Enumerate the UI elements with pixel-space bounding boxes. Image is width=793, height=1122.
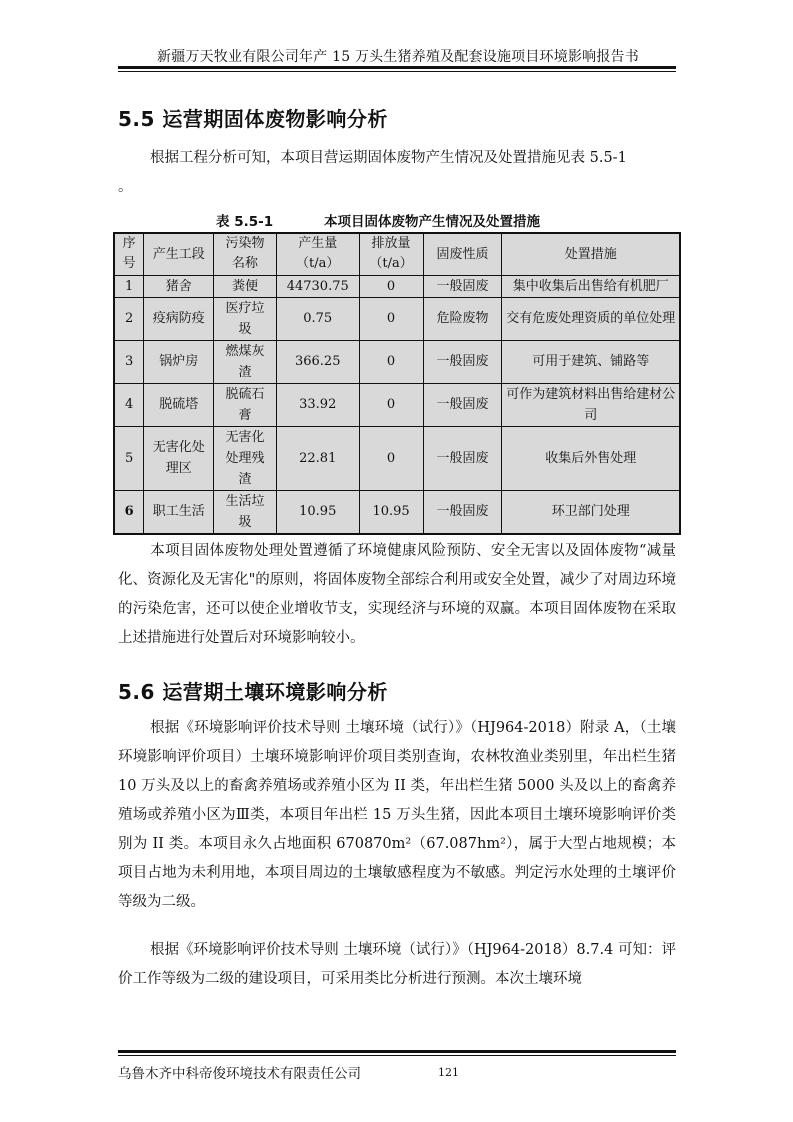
table-cell: 44730.75	[276, 275, 359, 297]
table-cell: 一般固废	[423, 490, 502, 534]
table-cell: 无害化处理残渣	[214, 426, 277, 490]
section-5-6-para-2	[118, 936, 676, 994]
table-cell: 0	[359, 383, 423, 426]
table-cell: 一般固废	[423, 340, 502, 383]
table-row	[114, 297, 680, 340]
footer-rule-thin	[118, 1055, 676, 1056]
table-row	[114, 426, 680, 490]
table-cell: 粪便	[214, 275, 277, 297]
header-cell: 排放量（t/a）	[359, 233, 423, 275]
table-row	[114, 490, 680, 534]
intro-text: 根据工程分析可知，本项目营运期固体废物产生情况及处置措施见表 5.5-1	[150, 150, 627, 166]
table-cell: 疫病防疫	[144, 297, 214, 340]
header-rule	[118, 66, 676, 69]
header-cell: 处置措施	[502, 233, 680, 275]
header-cell: 固废性质	[423, 233, 502, 275]
table-cell: 脱硫石膏	[214, 383, 277, 426]
intro-tail: 。	[118, 179, 133, 195]
header-cell: 产生工段	[144, 233, 214, 275]
header-cell: 序号	[114, 233, 144, 275]
table-cell: 集中收集后出售给有机肥厂	[502, 275, 680, 297]
header-cell: 产生量（t/a）	[276, 233, 359, 275]
page-number: 121	[438, 1066, 459, 1079]
table-cell: 0	[359, 297, 423, 340]
table-cell: 0.75	[276, 297, 359, 340]
table-cell: 危险废物	[423, 297, 502, 340]
table-cell: 一般固废	[423, 426, 502, 490]
table-cell: 收集后外售处理	[502, 426, 680, 490]
table-cell: 一般固废	[423, 275, 502, 297]
table-number: 表 5.5-1	[216, 214, 274, 230]
table-cell: 0	[359, 340, 423, 383]
section-5-5-summary	[118, 537, 676, 653]
table-cell: 可用于建筑、铺路等	[502, 340, 680, 383]
table-header-row	[114, 233, 680, 275]
table-cell: 猪舍	[144, 275, 214, 297]
section-5-6-para-1	[118, 714, 676, 917]
table-cell: 0	[359, 426, 423, 490]
footer-company: 乌鲁木齐中科帝俊环境技术有限责任公司	[118, 1066, 361, 1082]
table-cell: 366.25	[276, 340, 359, 383]
table-cell: 燃煤灰渣	[214, 340, 277, 383]
table-cell: 0	[359, 275, 423, 297]
table-cell: 职工生活	[144, 490, 214, 534]
table-cell: 1	[114, 275, 144, 297]
table-cell: 6	[114, 490, 144, 534]
table-cell: 2	[114, 297, 144, 340]
table-cell: 10.95	[359, 490, 423, 534]
section-5-5-intro	[118, 144, 676, 202]
table-cell: 环卫部门处理	[502, 490, 680, 534]
table-cell: 生活垃圾	[214, 490, 277, 534]
table-row	[114, 275, 680, 297]
header-cell: 污染物名称	[214, 233, 277, 275]
table-cell: 可作为建筑材料出售给建材公司	[502, 383, 680, 426]
table-row	[114, 340, 680, 383]
table-cell: 脱硫塔	[144, 383, 214, 426]
table-title: 本项目固体废物产生情况及处置措施	[324, 214, 540, 230]
table-cell: 锅炉房	[144, 340, 214, 383]
section-heading-5-6: 5.6 运营期土壤环境影响分析	[118, 680, 388, 704]
para-2-text: 根据《环境影响评价技术导则 土壤环境（试行）》（HJ964-2018）8.7.4 可知：评价工作等级为二级的建设项目，可采用类比分析进行预测。本次土壤环境	[118, 942, 676, 987]
footer-rule	[118, 1050, 676, 1053]
table-cell: 无害化处理区	[144, 426, 214, 490]
table-cell: 一般固废	[423, 383, 502, 426]
header-rule-thin	[118, 71, 676, 72]
table-cell: 医疗垃圾	[214, 297, 277, 340]
section-heading-5-5: 5.5 运营期固体废物影响分析	[118, 107, 388, 131]
summary-text: 本项目固体废物处理处置遵循了环境健康风险预防、安全无害以及固体废物“减量化、资源化及无害化"的原则，将固体废物全部综合利用或安全处置，减少了对周边环境的污染危害，还可以使企业增收节支，实现经济与环境的双赢。本项目固体废物在采取上述措施进行处置后对环境影响较小。	[118, 543, 676, 646]
table-cell: 22.81	[276, 426, 359, 490]
solid-waste-table	[113, 232, 681, 535]
table-cell: 5	[114, 426, 144, 490]
table-cell: 交有危废处理资质的单位处理	[502, 297, 680, 340]
table-cell: 3	[114, 340, 144, 383]
table-row	[114, 383, 680, 426]
para-1-text: 根据《环境影响评价技术导则 土壤环境（试行）》（HJ964-2018）附录 A，（土壤环境影响评价项目）土壤环境影响评价项目类别查询，农林牧渔业类别里，年出栏生猪 10 万头及以上的畜禽养殖场或养殖小区为 II 类，年出栏生猪 5000 头及以上的畜禽养殖场或养殖小区为Ⅲ类，本项目年出栏 15 万头生猪，因此本项目土壤环境影响评价类别为 II 类。本项目永久占地面积 670870m²（67.087hm²），属于大型占地规模；本项目占地为未利用地，本项目周边的土壤敏感程度为不敏感。判定污水处理的土壤评价等级为二级。	[118, 720, 676, 910]
table-cell: 33.92	[276, 383, 359, 426]
table-cell: 10.95	[276, 490, 359, 534]
page-header-title: 新疆万天牧业有限公司年产 15 万头生猪养殖及配套设施项目环境影响报告书	[157, 49, 639, 65]
table-cell: 4	[114, 383, 144, 426]
